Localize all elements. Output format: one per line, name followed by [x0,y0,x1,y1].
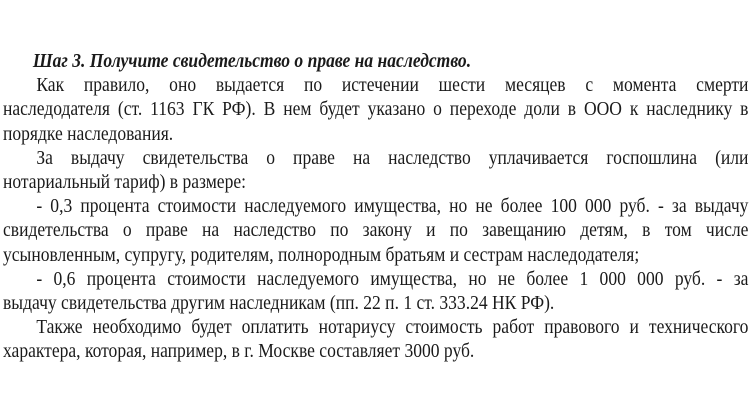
text-line: наследодателя (ст. 1163 ГК РФ). В нем будет указано о переходе доли в ООО к наследнику в [3,98,749,121]
text-line: характера, которая, например, в г. Москве составляет 3000 руб. [3,340,475,363]
text-line: порядке наследования. [3,122,174,145]
text-line: За выдачу свидетельства о праве на наследство уплачивается госпошлина (или [36,146,749,169]
text-line: Как правило, оно выдается по истечении шести месяцев с момента смерти [36,74,749,97]
text-line: - 0,6 процента стоимости наследуемого имущества, но не более 1 000 000 руб. - за [36,267,749,290]
text-line: выдачу свидетельства другим наследникам (пп. 22 п. 1 ст. 333.24 НК РФ). [3,291,555,314]
text-line: нотариальный тариф) в размере: [3,170,247,193]
document-body [3,49,748,363]
step-heading: Шаг 3. Получите свидетельство о праве на наследство. [32,50,472,72]
text-line: Также необходимо будет оплатить нотариусу стоимость работ правового и технического [36,316,749,339]
text-line: - 0,3 процента стоимости наследуемого имущества, но не более 100 000 руб. - за выдачу [36,195,749,218]
text-line: свидетельства о праве на наследство по закону и по завещанию детям, в том числе [3,219,749,242]
text-line: усыновленным, супругу, родителям, полнородным братьям и сестрам наследодателя; [3,243,640,266]
